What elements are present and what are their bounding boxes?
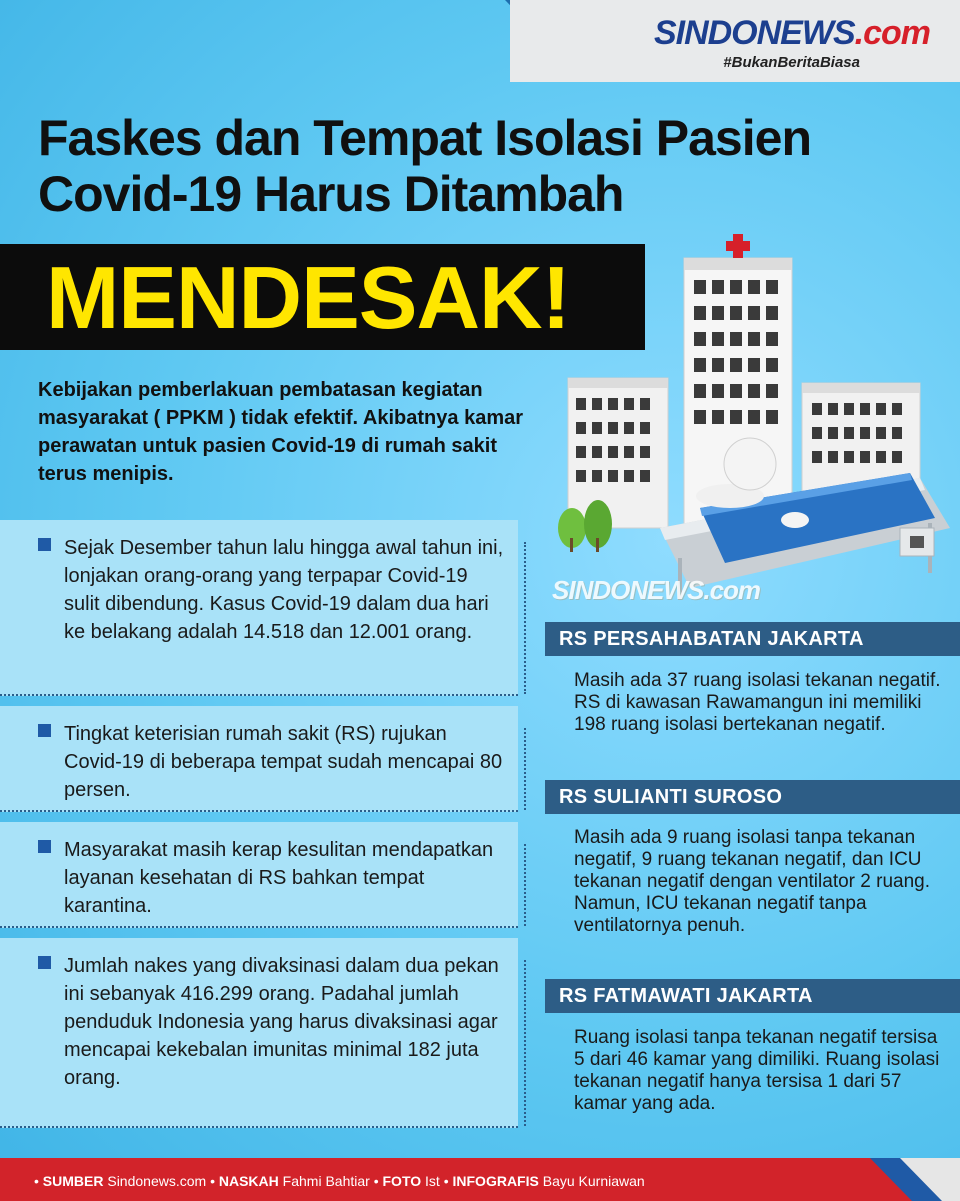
info-card-3: [0, 822, 518, 928]
hospital-text-sulianti: Masih ada 9 ruang isolasi tanpa tekanan negatif, 9 ruang tekanan negatif, dan ICU tekanan negatif dengan ventilator 2 ruang. Namun, ICU tekanan negatif tanpa ventilatornya penuh.: [574, 827, 930, 936]
info-card-text: Sejak Desember tahun lalu hingga awal tahun ini, lonjakan orang-orang yang terpapar Covid-19 sulit dibendung. Kasus Covid-19 dalam dua hari ke belakang adalah 14.518 dan 12.001 orang.: [64, 537, 504, 643]
bullet-square-icon: [38, 840, 51, 853]
hospital-text-fatmawati: Ruang isolasi tanpa tekanan negatif tersisa 5 dari 46 kamar yang dimiliki. Ruang isolasi tekanan negatif hanya tersisa 1 dari 57 kamar yang ada.: [574, 1027, 940, 1114]
sindonews-logo: [654, 14, 930, 53]
info-card-2: [0, 706, 518, 812]
hospital-heading-fatmawati: RS FATMAWATI JAKARTA: [545, 979, 960, 1013]
footer-infografis-label: INFOGRAFIS: [452, 1173, 539, 1189]
info-card-1: [0, 520, 518, 696]
intro-text: Kebijakan pemberlakuan pembatasan kegiatan masyarakat ( PPKM ) tidak efektif. Akibatnya kamar perawatan untuk pasien Covid-19 di rumah sakit terus menipis.: [38, 379, 524, 485]
hospital-heading-sulianti: RS SULIANTI SUROSO: [545, 780, 960, 814]
footer-foto-label: FOTO: [382, 1173, 422, 1189]
bullet-square-icon: [38, 956, 51, 969]
logo-main: SINDONEWS: [653, 14, 855, 52]
footer-infografis-value: Bayu Kurniawan: [542, 1173, 645, 1189]
hospital-text-persahabatan: Masih ada 37 ruang isolasi tekanan negatif. RS di kawasan Rawamangun ini memiliki 198 ruang isolasi bertekanan negatif.: [574, 670, 941, 735]
hospital-heading-persahabatan: RS PERSAHABATAN JAKARTA: [545, 622, 960, 656]
red-cross-icon: [726, 234, 750, 258]
watermark: SINDONEWS.com: [552, 575, 761, 605]
info-card-text: Jumlah nakes yang divaksinasi dalam dua pekan ini sebanyak 416.299 orang. Padahal jumlah penduduk Indonesia yang harus divaksinasi agar mencapai kekebalan imunitas minimal 182 juta orang.: [64, 955, 499, 1089]
banner-text: MENDESAK!: [46, 248, 570, 347]
hospital-illustration: [550, 228, 960, 618]
footer-credits: • SUMBER Sindonews.com • NASKAH Fahmi Bahtiar • FOTO Ist • INFOGRAFIS Bayu Kurniawan: [34, 1173, 645, 1189]
bullet-square-icon: [38, 538, 51, 551]
footer-sumber-label: SUMBER: [42, 1173, 104, 1189]
info-card-text: Masyarakat masih kerap kesulitan mendapatkan layanan kesehatan di RS bahkan tempat karantina.: [64, 839, 494, 917]
bullet-square-icon: [38, 724, 51, 737]
footer-sumber-value: Sindonews.com: [107, 1173, 207, 1189]
footer-naskah-label: NASKAH: [218, 1173, 279, 1189]
footer-foto-value: Ist: [425, 1173, 440, 1189]
info-card-text: Tingkat keterisian rumah sakit (RS) rujukan Covid-19 di beberapa tempat sudah mencapai 80 persen.: [64, 723, 503, 801]
info-card-4: [0, 938, 518, 1128]
hospital-building-icon: [568, 378, 668, 528]
footer-naskah-value: Fahmi Bahtiar: [282, 1173, 370, 1189]
logo-suffix: .com: [854, 14, 930, 52]
hashtag: #BukanBeritaBiasa: [723, 54, 860, 71]
page-title: Faskes dan Tempat Isolasi Pasien Covid-19 Harus Ditambah: [38, 110, 811, 222]
